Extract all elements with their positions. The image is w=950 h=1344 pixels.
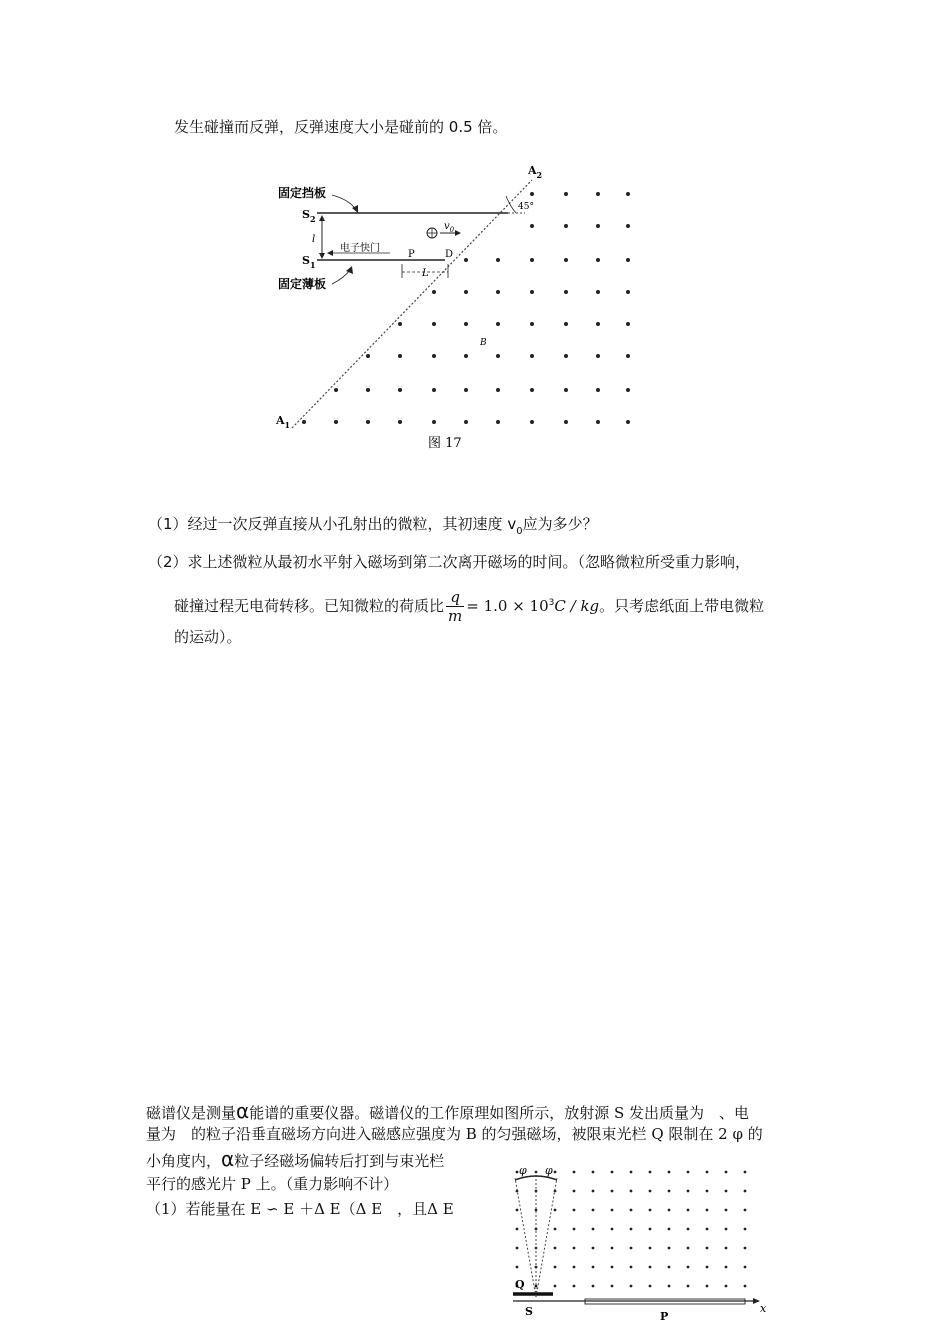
field-dot <box>687 1285 690 1288</box>
field-dot <box>626 388 630 392</box>
field-dot <box>611 1209 614 1212</box>
field-dot <box>649 1247 652 1250</box>
figure-caption: 图 17 <box>428 436 462 451</box>
field-dot <box>611 1266 614 1269</box>
field-dot <box>516 1266 519 1269</box>
field-dot <box>687 1247 690 1250</box>
field-dot <box>366 420 370 424</box>
field-dot <box>496 420 500 424</box>
field-dot <box>596 322 600 326</box>
question-2-line-1: （2）求上述微粒从最初水平射入磁场到第二次离开磁场的时间。（忽略微粒所受重力影响， <box>148 553 751 571</box>
field-dot <box>564 290 568 294</box>
field-dot <box>687 1190 690 1193</box>
label-P: P <box>408 249 415 260</box>
field-dot <box>516 1228 519 1231</box>
field-dot <box>668 1247 671 1250</box>
field-dot <box>687 1228 690 1231</box>
field-dot <box>530 258 534 262</box>
label-fixed-thin-plate: 固定薄板 <box>278 277 327 291</box>
field-dot <box>744 1247 747 1250</box>
field-dot <box>516 1171 519 1174</box>
field-dot <box>626 258 630 262</box>
label-A2: $A_2$ <box>528 164 543 180</box>
part2-line-2: 量为 的粒子沿垂直磁场方向进入磁感应强度为 B 的匀强磁场，被限束光栏 Q 限制在 2 φ 的 <box>146 1125 763 1143</box>
frac-numerator: q <box>446 588 464 607</box>
field-dot <box>398 322 402 326</box>
field-dot <box>564 354 568 358</box>
field-dot <box>611 1190 614 1193</box>
question-2-line-2 <box>174 588 764 625</box>
field-dot <box>630 1228 633 1231</box>
field-dot <box>649 1209 652 1212</box>
field-dot <box>630 1190 633 1193</box>
field-dot <box>744 1171 747 1174</box>
field-dot <box>516 1247 519 1250</box>
field-dot <box>535 1285 538 1288</box>
part2-line-4: 平行的感光片 P 上。（重力影响不计） <box>146 1175 399 1193</box>
field-dot <box>725 1285 728 1288</box>
field-dot <box>530 290 534 294</box>
field-dot <box>564 258 568 262</box>
field-dot <box>592 1247 595 1250</box>
alpha-symbol: α <box>236 1099 250 1123</box>
field-dot <box>496 322 500 326</box>
field-dot <box>573 1247 576 1250</box>
field-dot <box>706 1285 709 1288</box>
field-dot <box>611 1171 614 1174</box>
field-dot <box>596 224 600 228</box>
field-dot <box>706 1266 709 1269</box>
field-dot <box>564 388 568 392</box>
field-dot <box>398 354 402 358</box>
field-dot <box>554 1228 557 1231</box>
field-dot <box>626 420 630 424</box>
field-dot <box>535 1209 538 1212</box>
field-dot <box>464 420 468 424</box>
field-dot <box>398 420 402 424</box>
label-phi-left: φ <box>519 1164 527 1177</box>
field-dot <box>725 1247 728 1250</box>
part2-l1a: 磁谱仪是测量 <box>146 1104 237 1122</box>
field-dot <box>334 388 338 392</box>
field-dot <box>554 1209 557 1212</box>
field-dot <box>630 1247 633 1250</box>
label-S2: $S_2$ <box>302 208 316 224</box>
field-dot <box>668 1266 671 1269</box>
field-dot <box>592 1266 595 1269</box>
field-dot <box>573 1190 576 1193</box>
field-dot <box>464 258 468 262</box>
question-1-text: （1）经过一次反弹直接从小孔射出的微粒，其初速度 v <box>148 515 517 533</box>
label-l: l <box>312 234 316 245</box>
field-dot <box>592 1285 595 1288</box>
field-dot <box>564 322 568 326</box>
field-dot <box>630 1209 633 1212</box>
intro-line: 发生碰撞而反弹，反弹速度大小是碰前的 0.5 倍。 <box>174 118 508 136</box>
field-dot <box>744 1228 747 1231</box>
field-dot <box>668 1285 671 1288</box>
field-dot <box>626 192 630 196</box>
field-dot <box>432 322 436 326</box>
field-dot <box>611 1228 614 1231</box>
field-dot <box>611 1285 614 1288</box>
field-dot <box>725 1209 728 1212</box>
label-angle: 45° <box>518 202 534 212</box>
field-dot <box>626 354 630 358</box>
part2-l3b: 粒子经磁场偏转后打到与束光栏 <box>234 1152 445 1170</box>
field-dot <box>596 192 600 196</box>
field-dot <box>592 1171 595 1174</box>
field-dot <box>464 388 468 392</box>
field-dot <box>592 1209 595 1212</box>
part2-line-1 <box>146 1099 749 1123</box>
label-L: L <box>422 268 429 279</box>
field-dot <box>649 1266 652 1269</box>
field-dot <box>626 322 630 326</box>
spectrometer-figure <box>505 1160 775 1320</box>
field-dot <box>744 1209 747 1212</box>
field-dot <box>649 1190 652 1193</box>
field-dot <box>554 1247 557 1250</box>
label-S1: $S_1$ <box>302 254 316 270</box>
field-dot <box>496 258 500 262</box>
field-dot <box>530 224 534 228</box>
field-dot <box>432 354 436 358</box>
label-B: B <box>480 338 487 348</box>
v0-subscript: 0 <box>516 526 523 537</box>
field-dot <box>464 354 468 358</box>
field-dot <box>530 322 534 326</box>
part2-l1b: 能谱的重要仪器。磁谱仪的工作原理如图所示，放射源 S 发出质量为 、电 <box>249 1104 750 1122</box>
field-dot <box>706 1171 709 1174</box>
field-dot <box>596 388 600 392</box>
question-1-suffix: 应为多少？ <box>522 515 598 533</box>
field-dot <box>725 1171 728 1174</box>
label-x: x <box>760 1302 767 1315</box>
field-dot <box>530 388 534 392</box>
field-dot <box>596 258 600 262</box>
field-dot <box>687 1171 690 1174</box>
field-dot <box>516 1209 519 1212</box>
boundary-line <box>292 180 532 428</box>
field-dot <box>744 1190 747 1193</box>
field-dot <box>432 388 436 392</box>
field-dot <box>530 192 534 196</box>
label-fixed-plate: 固定挡板 <box>278 186 327 200</box>
question-2-prefix: 碰撞过程无电荷转移。已知微粒的荷质比 <box>174 597 445 615</box>
field-dot <box>464 290 468 294</box>
label-v0: $v_0$ <box>444 221 455 234</box>
field-dot <box>564 224 568 228</box>
field-dot <box>649 1228 652 1231</box>
ratio-exponent: 3 <box>548 598 555 608</box>
label-Q: Q <box>515 1278 525 1291</box>
field-dot <box>596 420 600 424</box>
figure-17 <box>270 160 650 455</box>
field-dot <box>573 1209 576 1212</box>
field-dot <box>496 388 500 392</box>
label-S: S <box>525 1305 533 1318</box>
field-dot <box>687 1209 690 1212</box>
field-dot <box>596 354 600 358</box>
field-dot <box>366 388 370 392</box>
label-A1: $A_1$ <box>276 414 291 430</box>
ratio-unit: C / kg <box>554 597 600 615</box>
field-dot <box>573 1171 576 1174</box>
field-dot <box>464 322 468 326</box>
part2-l3a: 小角度内， <box>146 1152 222 1170</box>
field-dots <box>516 1171 747 1288</box>
field-dot <box>573 1266 576 1269</box>
field-dot <box>432 290 436 294</box>
field-dot <box>554 1266 557 1269</box>
field-dot <box>592 1190 595 1193</box>
question-2-line-3: 的运动）。 <box>174 628 242 646</box>
field-dot <box>432 420 436 424</box>
label-P: P <box>660 1310 669 1320</box>
label-D: D <box>445 249 454 260</box>
field-dot <box>649 1171 652 1174</box>
field-dot <box>564 420 568 424</box>
field-dot <box>596 290 600 294</box>
field-dot <box>725 1190 728 1193</box>
field-dot <box>366 354 370 358</box>
field-dot <box>626 224 630 228</box>
field-dot <box>630 1285 633 1288</box>
charge-mass-ratio <box>446 588 464 625</box>
field-dot <box>573 1285 576 1288</box>
field-dot <box>744 1266 747 1269</box>
field-dot <box>626 290 630 294</box>
field-dot <box>725 1266 728 1269</box>
field-dot <box>706 1209 709 1212</box>
field-dot <box>668 1190 671 1193</box>
question-1 <box>148 513 598 537</box>
field-dot <box>668 1171 671 1174</box>
field-dot <box>564 192 568 196</box>
field-dot <box>668 1228 671 1231</box>
field-dot <box>668 1209 671 1212</box>
field-dot <box>706 1228 709 1231</box>
field-dot <box>496 290 500 294</box>
field-dot <box>744 1285 747 1288</box>
field-dot <box>554 1285 557 1288</box>
alpha-symbol: α <box>221 1147 235 1171</box>
field-dot <box>592 1228 595 1231</box>
field-dot <box>725 1228 728 1231</box>
field-dot <box>706 1247 709 1250</box>
part2-line-5: （1）若能量在 E ∽ E ＋Δ E（Δ E ，且Δ E <box>146 1200 454 1218</box>
field-dot <box>302 420 306 424</box>
question-2-suffix: 。只考虑纸面上带电微粒 <box>599 597 765 615</box>
field-dot <box>398 388 402 392</box>
field-dot <box>706 1190 709 1193</box>
field-dot <box>554 1171 557 1174</box>
part2-line-3 <box>146 1147 444 1171</box>
field-dot <box>530 420 534 424</box>
field-dot <box>496 354 500 358</box>
field-dot <box>573 1228 576 1231</box>
ratio-value: = 1.0 × 10 <box>466 597 549 615</box>
field-dot <box>334 420 338 424</box>
field-dot <box>630 1266 633 1269</box>
frac-denominator: m <box>448 607 463 625</box>
field-dot <box>649 1285 652 1288</box>
magnetic-field-dots <box>302 192 630 424</box>
field-dot <box>687 1266 690 1269</box>
field-dot <box>630 1171 633 1174</box>
label-gate: 电子快门 <box>340 243 380 254</box>
field-dot <box>611 1247 614 1250</box>
label-phi-right: φ <box>545 1164 553 1177</box>
field-dot <box>530 354 534 358</box>
